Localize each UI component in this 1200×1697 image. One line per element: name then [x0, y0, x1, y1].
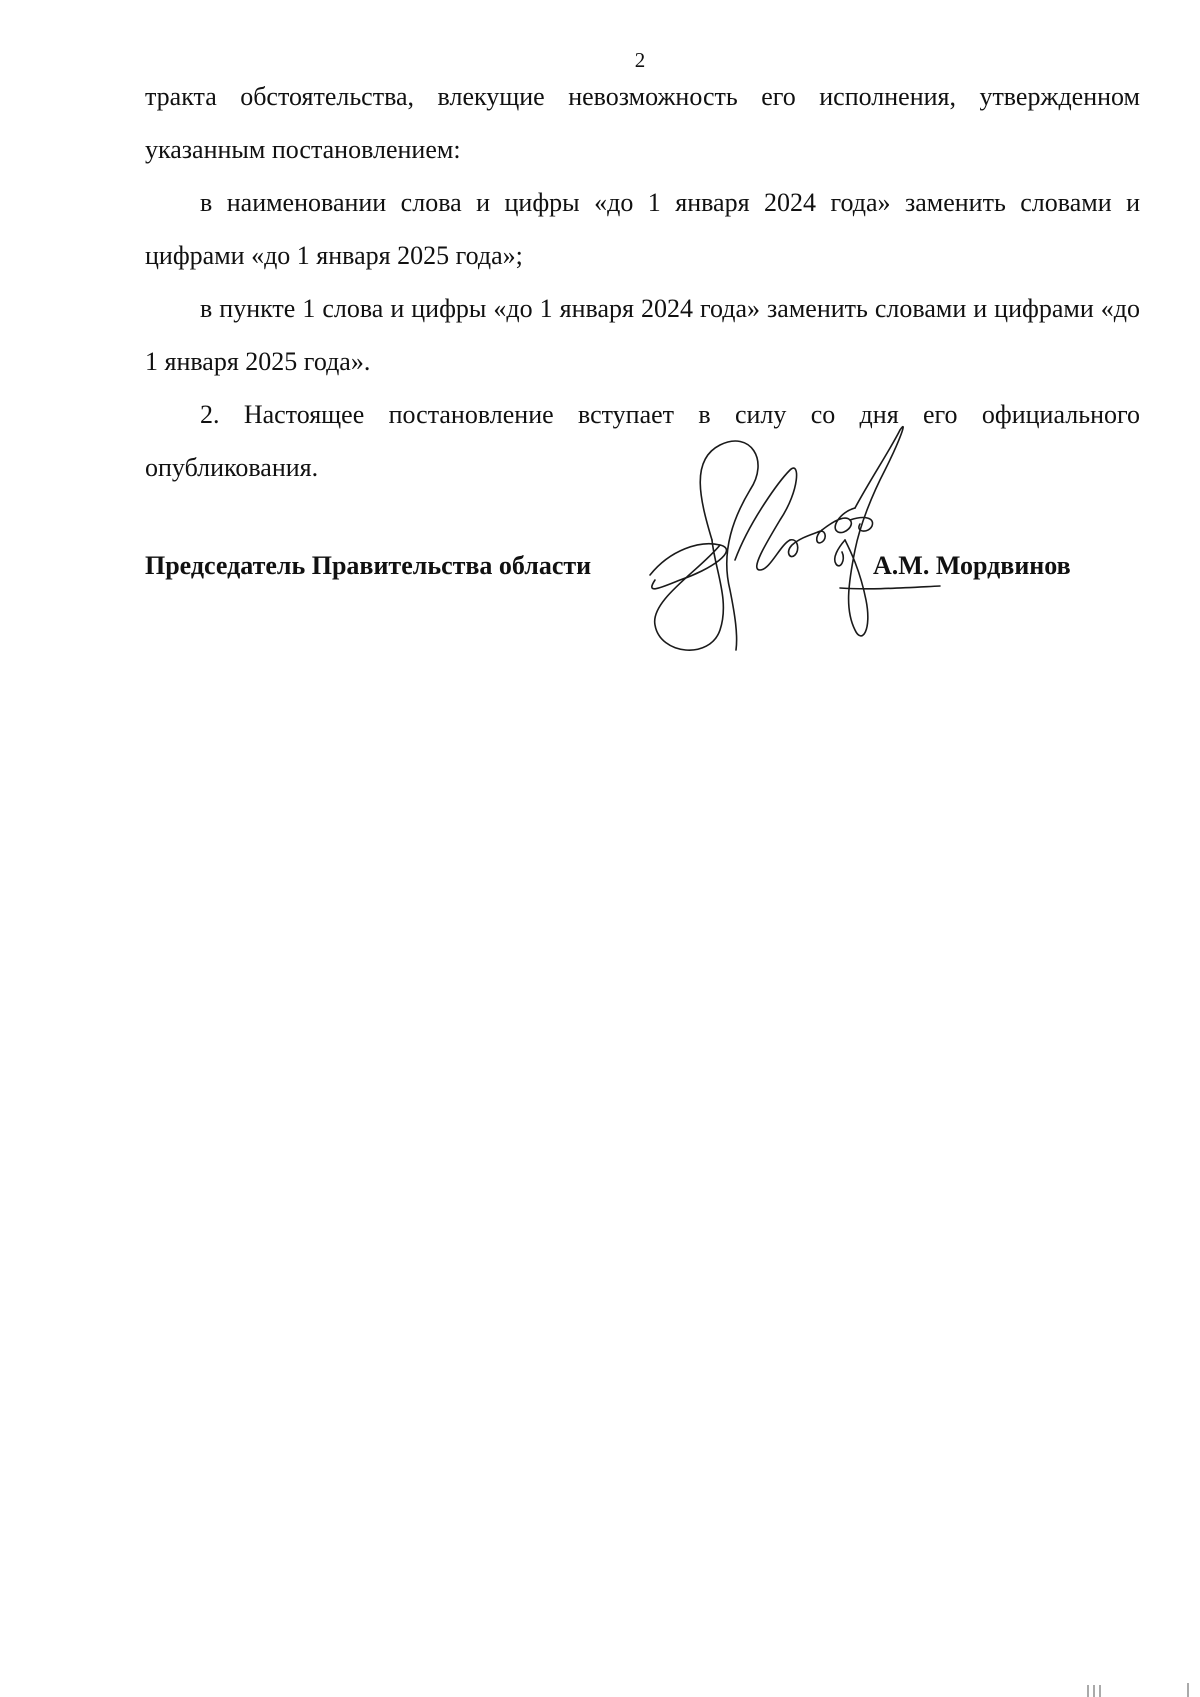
- signer-name: А.М. Мордвинов: [873, 551, 1071, 580]
- signer-title: Председатель Правительства области: [145, 551, 592, 580]
- paragraph-point-amendment: в пункте 1 слова и цифры «до 1 января 2024 года» заменить словами и цифрами «до 1 января 2025 года».: [145, 294, 1140, 376]
- page-number: 2: [634, 48, 646, 72]
- paragraph-effective-date: 2. Настоящее постановление вступает в силу со дня его официального опубликования.: [145, 400, 1140, 482]
- handwritten-signature-icon: [640, 420, 960, 660]
- scan-marks-icon: [1060, 1677, 1200, 1697]
- paragraph-title-amendment: в наименовании слова и цифры «до 1 января 2024 года» заменить словами и цифрами «до 1 января 2025 года»;: [145, 188, 1140, 270]
- paragraph-continuation: тракта обстоятельства, влекущие невозможность его исполнения, утвержденном указанным постановлением:: [145, 82, 1140, 164]
